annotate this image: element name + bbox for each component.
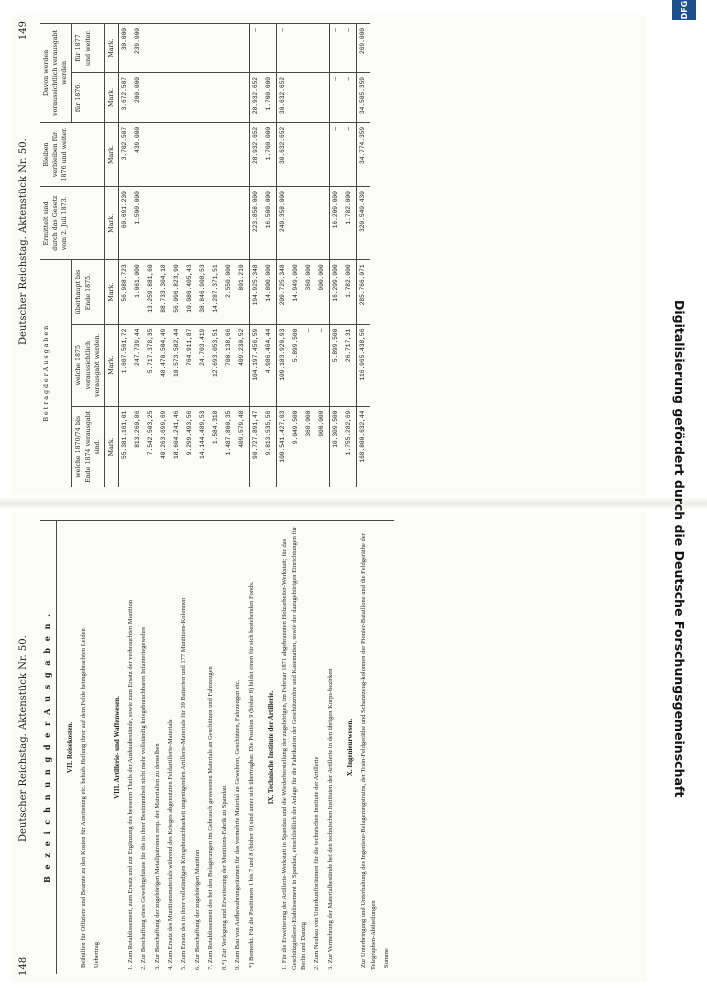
- amount-cell: [210, 122, 223, 186]
- amount-cell: [197, 73, 210, 123]
- col2-header: welche 1875 voraussichtlich verausgabt werden.: [72, 324, 104, 406]
- amount-cell: 320.540.430: [356, 187, 369, 260]
- table-row: [329, 24, 342, 488]
- table-row: [132, 24, 145, 488]
- betrag-header: B e t r a g d e r A u s g a b e n: [40, 260, 72, 487]
- amount-cell: 5.899.500: [290, 324, 303, 406]
- item-text: Zum Ersatz des in ihrer vollständigen Kriegsbrauchbarkeit ungenügenden Artillerie-Materials für 39 Batterien und 177 Munitions-Kolonnen: [180, 597, 188, 964]
- amount-cell: 30.632.652: [276, 122, 289, 186]
- amount-cell: 240.358.000: [276, 187, 289, 260]
- amount-cell: 34.505.359: [356, 73, 369, 123]
- amount-cell: [197, 24, 210, 73]
- list-item: [124, 521, 137, 975]
- amount-cell: 801.210: [236, 260, 249, 324]
- table-row: [223, 24, 236, 488]
- item-text: Zur Vermehrung der Materialbestände bei den technischen Instituten der Artillerie in den übrigen Korps-bezirken: [326, 668, 334, 964]
- list-item: [324, 521, 337, 975]
- amount-cell: 1.500.000: [132, 187, 145, 260]
- amount-cell: 1.607.561,72: [118, 324, 131, 406]
- amount-cell: [290, 73, 303, 123]
- amount-cell: 1.782.000: [343, 260, 356, 324]
- item-number: 7.: [207, 965, 215, 970]
- amount-cell: 28.932.652: [249, 73, 262, 123]
- amount-cell: [223, 187, 236, 260]
- amount-cell: 900.000: [316, 260, 329, 324]
- table-row: [118, 24, 131, 488]
- amount-cell: 360.000: [303, 260, 316, 324]
- amount-cell: [171, 73, 184, 123]
- amount-cell: 439.000: [132, 122, 145, 186]
- amount-cell: —: [329, 73, 342, 123]
- amount-cell: 109.183.920,93: [276, 324, 289, 406]
- left-table: [40, 520, 394, 974]
- item-number: 6.: [193, 965, 201, 970]
- amount-cell: 90.727.891,47: [249, 406, 262, 487]
- amount-cell: 269.000: [356, 24, 369, 73]
- amount-cell: [171, 122, 184, 186]
- amount-cell: —: [303, 324, 316, 406]
- item-text: Uebertrag: [93, 942, 101, 968]
- item-number: 2.: [313, 965, 321, 970]
- amount-cell: [290, 187, 303, 260]
- col6-header: für 1876.: [72, 73, 104, 123]
- left-page-number: 148: [18, 956, 29, 976]
- amount-cell: [184, 73, 197, 123]
- amount-cell: 16.209.000: [329, 187, 342, 260]
- amount-cell: [223, 122, 236, 186]
- amount-cell: [236, 73, 249, 123]
- amount-cell: 48.470.504,49: [158, 324, 171, 406]
- list-item: [151, 521, 164, 975]
- item-number: [248, 968, 255, 970]
- list-item: [380, 521, 393, 975]
- amount-cell: 764.911,87: [184, 324, 197, 406]
- amount-cell: 1.487.800,35: [223, 406, 236, 487]
- amount-cell: 10.309.500: [329, 406, 342, 487]
- item-number: 9.: [234, 965, 242, 970]
- amount-cell: [263, 24, 276, 73]
- amount-cell: 200.000: [132, 73, 145, 123]
- amount-cell: —: [343, 24, 356, 73]
- amount-cell: 13.259.881,60: [145, 260, 158, 324]
- amount-cell: [236, 24, 249, 73]
- table-row: [184, 24, 197, 488]
- amount-cell: 239.000: [132, 24, 145, 73]
- amount-cell: [158, 24, 171, 73]
- list-item: [310, 521, 323, 975]
- list-item: [278, 521, 310, 975]
- dfg-logo: DFG: [672, 0, 696, 20]
- item-number: [383, 968, 390, 970]
- amount-cell: —: [343, 122, 356, 186]
- col7-header: für 1877 und weiter.: [72, 24, 104, 73]
- amount-cell: [184, 187, 197, 260]
- item-text: Zum Ersatz des Munitionsmaterials während des Krieges abgenutzten Feldartillerie-Materials: [166, 719, 174, 964]
- amount-cell: [210, 187, 223, 260]
- unit-label: Mark.: [104, 122, 118, 186]
- amount-cell: [303, 122, 316, 186]
- amount-cell: —: [249, 24, 262, 73]
- amount-cell: [145, 187, 158, 260]
- table-row: [158, 24, 171, 488]
- list-item: [177, 521, 190, 975]
- item-text: Zur Beschaffung der zugehörigen Munition: [193, 849, 201, 964]
- item-text: Beihülfen für Offiziere und Beamte zu den Kosten für Ausrüstung etc. behufs Heilung ihrer auf dem Felde heimgebrachten Leiden: [79, 628, 87, 968]
- item-number: [93, 968, 100, 970]
- table-row: [263, 24, 276, 488]
- item-number: 3.: [326, 965, 334, 970]
- amount-cell: [145, 122, 158, 186]
- amount-cell: 14.949.000: [290, 260, 303, 324]
- item-text: Zur Verlegung und Erweiterung der Munitions-Fabrik zu Spandau: [220, 785, 228, 958]
- item-text: Zum Bau von Aufbewahrungsräumen für das vermehrte Material an Gewehren, Geschützen, Fahrzeugen etc.: [234, 679, 242, 964]
- amount-cell: [316, 24, 329, 73]
- amount-cell: 247.739,44: [132, 324, 145, 406]
- amount-cell: 88.733.304,18: [158, 260, 171, 324]
- list-item: [191, 521, 204, 975]
- table-row: [145, 24, 158, 488]
- right-running-head: Deutscher Reichstag. Aktenstück Nr. 50.: [18, 138, 29, 345]
- amount-cell: [303, 73, 316, 123]
- amount-cell: [223, 24, 236, 73]
- amount-cell: 5.717.378,35: [145, 324, 158, 406]
- amount-cell: [236, 122, 249, 186]
- left-page: [12, 512, 647, 982]
- amount-cell: 9.299.493,56: [184, 406, 197, 487]
- footer-text: Digitalisierung gefördert durch die Deutsche Forschungsgemeinschaft: [672, 300, 688, 798]
- amount-cell: —: [276, 24, 289, 73]
- amount-cell: [184, 24, 197, 73]
- amount-cell: 285.766.071: [356, 260, 369, 324]
- item-text: *) Bemerkt. Für die Positionen 1 bis 7 und 8 (bisher 9) sind unter sich übertragbar. Die Position 9 (bisher 8) bildet einen für sich bestehenden Fonds.: [247, 581, 255, 968]
- amount-cell: 2.550.000: [223, 260, 236, 324]
- amount-cell: [290, 122, 303, 186]
- amount-cell: 813.260,86: [132, 406, 145, 487]
- table-row: [303, 24, 316, 488]
- amount-cell: [197, 187, 210, 260]
- item-number: 4.: [166, 965, 174, 970]
- list-item: [231, 521, 244, 975]
- amount-cell: 9.049.500: [290, 406, 303, 487]
- amount-cell: 194.925.348: [249, 260, 262, 324]
- amount-cell: [184, 122, 197, 186]
- amount-cell: —: [316, 324, 329, 406]
- section-title: VIII. Artillerie- und Waffenwesen.: [104, 521, 124, 975]
- item-text: Summe: [383, 948, 391, 968]
- amount-cell: 10.573.582,44: [171, 324, 184, 406]
- amount-cell: 209.725.348: [276, 260, 289, 324]
- amount-cell: 24.703.419: [197, 324, 210, 406]
- amount-cell: [303, 187, 316, 260]
- list-item: [77, 521, 90, 975]
- amount-cell: 1.700.000: [263, 122, 276, 186]
- amount-cell: 409.230,52: [236, 324, 249, 406]
- amount-cell: [210, 73, 223, 123]
- amount-cell: 168.800.632,44: [356, 406, 369, 487]
- item-number: 3.: [153, 965, 161, 970]
- item-number: [360, 968, 367, 970]
- amount-cell: 10.086.405,43: [184, 260, 197, 324]
- amounts-table: [40, 23, 370, 487]
- amount-cell: —: [329, 24, 342, 73]
- amount-cell: [210, 24, 223, 73]
- amount-cell: 40.263.699,69: [158, 406, 171, 487]
- amount-cell: 14.800.000: [263, 260, 276, 324]
- col5-header: Bleiben verbleiben für 1876 und weiter.: [40, 122, 104, 186]
- col6-group-header: Davon werden voraussichtlich verausgabt werden: [40, 24, 72, 123]
- amount-cell: 14.144.489,53: [197, 406, 210, 487]
- amount-cell: 3.672.507: [118, 73, 131, 123]
- amount-cell: [145, 24, 158, 73]
- list-item: [204, 521, 217, 975]
- table-row: [236, 24, 249, 488]
- amount-cell: 60.691.230: [118, 187, 131, 260]
- page-gutter: [0, 496, 707, 510]
- amount-cell: 116.965.438,56: [356, 324, 369, 406]
- right-page: [12, 15, 647, 495]
- amount-cell: 16.500.000: [263, 187, 276, 260]
- amount-cell: [158, 187, 171, 260]
- item-number: 2.: [140, 965, 148, 970]
- item-text: Zum Neubau von Unterkunftsräumen für die technischen Institute der Artillerie: [313, 756, 321, 964]
- amount-cell: 56.988.723: [118, 260, 131, 324]
- table-row: [197, 24, 210, 488]
- amount-cell: [316, 122, 329, 186]
- amount-cell: 28.932.652: [249, 122, 262, 186]
- amount-cell: 12.693.053,51: [210, 324, 223, 406]
- unit-label: Mark.: [104, 73, 118, 123]
- list-item: [137, 521, 150, 975]
- table-row: [290, 24, 303, 488]
- amount-cell: [158, 73, 171, 123]
- amount-cell: 34.774.359: [356, 122, 369, 186]
- item-text: Für die Erweiterung der Artillerie-Werkstatt in Spandau und die Wiederherstellung der zugehörigen, im Februar 1871 abgebrannten Holzarbeiter-Werkstatt; für das Geschützgießerei-Etablissement in Spandau, einschließlich der Anlage für die Fabrikation der Geschützrohre und Kasematten, sowie der dazugehörigen Einrichtungen für Berlin und Danzig: [281, 526, 307, 970]
- left-running-head: Deutscher Reichstag. Aktenstück Nr. 50.: [18, 635, 29, 842]
- right-page-number: 149: [18, 21, 29, 41]
- section-title: IX. Technische Institute der Artillerie.: [258, 521, 278, 975]
- col4-header: Ermittelt sind durch das Gesetz vom 2. Juli 1873.: [40, 187, 104, 260]
- amount-cell: 360.000: [303, 406, 316, 487]
- amount-cell: —: [343, 73, 356, 123]
- item-number: 1.: [281, 965, 289, 970]
- amount-cell: 26.717,31: [343, 324, 356, 406]
- amount-cell: 409.579,48: [236, 406, 249, 487]
- amount-cell: 14.287.371,51: [210, 260, 223, 324]
- amount-cell: 900.000: [316, 406, 329, 487]
- list-item: [164, 521, 177, 975]
- table-row: [316, 24, 329, 488]
- item-number: [80, 968, 87, 970]
- table-row: [343, 24, 356, 488]
- item-text: Zur Beschaffung der zugehörigen Metallpatronen resp. der Materialien zu denselben: [153, 743, 161, 964]
- amount-cell: [316, 73, 329, 123]
- list-item: [218, 521, 231, 975]
- table-row: [249, 24, 262, 488]
- amount-cell: 18.604.241,46: [171, 406, 184, 487]
- amount-cell: 56.096.823,90: [171, 260, 184, 324]
- amount-cell: 223.858.000: [249, 187, 262, 260]
- amount-cell: [145, 73, 158, 123]
- item-text: Zur Unterbringung und Unterhaltung des Ingenieur-Belagerungstrains, der Train-Feldgeräthe und Schanzzeug-kolonnen der Pionier-Bataillone und die Feldgeräthe der Telegraphen-Abtheilungen: [360, 533, 377, 970]
- table-row: [171, 24, 184, 488]
- list-item: [245, 521, 258, 975]
- amount-cell: [290, 24, 303, 73]
- designation-header: B e z e i c h n u n g d e r A u s g a b e n .: [40, 521, 56, 975]
- table-row: [356, 24, 369, 488]
- amount-cell: [197, 122, 210, 186]
- amount-cell: 1.061.000: [132, 260, 145, 324]
- amount-cell: [171, 187, 184, 260]
- item-text: Zum Retablissement des bei den Belagerungen im Gebrauch gewesenen Materials an Geschützen und Fahrzeugen: [207, 666, 215, 964]
- unit-label: Mark.: [104, 406, 118, 487]
- item-number: 1.: [126, 965, 134, 970]
- amount-cell: [223, 73, 236, 123]
- col3-header: überhaupt bis Ende 1875.: [72, 260, 104, 324]
- amount-cell: —: [329, 122, 342, 186]
- amount-cell: 5.899.500: [329, 324, 342, 406]
- footer-strip: [660, 0, 700, 1000]
- amount-cell: 700.138,66: [223, 324, 236, 406]
- unit-label: Mark.: [104, 187, 118, 260]
- table-row: [210, 24, 223, 488]
- item-text: Zum Retablissement, zum Ersatz und zur Ergänzung des besseren Theils der Ausbaubestände, sowie zum Ersatz der verbrauchten Munition: [126, 600, 134, 964]
- amount-cell: 1.782.000: [343, 187, 356, 260]
- amount-cell: 7.542.503,25: [145, 406, 158, 487]
- amount-cell: 4.986.464,44: [263, 324, 276, 406]
- amount-cell: [171, 24, 184, 73]
- table-row: [276, 24, 289, 488]
- amount-cell: 104.197.456,59: [249, 324, 262, 406]
- list-item: [90, 521, 103, 975]
- amount-cell: 1.700.000: [263, 73, 276, 123]
- list-item: [357, 521, 380, 975]
- section-title: VII. Reisekosten.: [56, 521, 77, 975]
- amount-cell: 9.813.535,56: [263, 406, 276, 487]
- amount-cell: [303, 24, 316, 73]
- amount-cell: 30.632.652: [276, 73, 289, 123]
- item-number: 8.*): [220, 959, 228, 970]
- unit-label: Mark.: [104, 24, 118, 73]
- amount-cell: 100.541.427,03: [276, 406, 289, 487]
- unit-label: Mark.: [104, 260, 118, 324]
- amount-cell: 3.702.507: [118, 122, 131, 186]
- col1-header: welche 1870/74 bis Ende 1874 verausgabt sind.: [72, 406, 104, 487]
- amount-cell: 38.846.908,53: [197, 260, 210, 324]
- amount-cell: 16.209.000: [329, 260, 342, 324]
- unit-label: Mark.: [104, 324, 118, 406]
- section-title: X. Ingenieurwesen.: [337, 521, 357, 975]
- item-number: 5.: [180, 965, 188, 970]
- item-text: Zur Beschaffung eines Gewehrgehäuse für die in ihrer Bestimmtheit nicht mehr vollständig kriegsbrauchbaren Infanteriegewehre: [140, 626, 148, 964]
- amount-cell: 55.381.161,01: [118, 406, 131, 487]
- amount-cell: 1.584.318: [210, 406, 223, 487]
- amount-cell: 30.000: [118, 24, 131, 73]
- amount-cell: [236, 187, 249, 260]
- amount-cell: [316, 187, 329, 260]
- amount-cell: 1.755.282,69: [343, 406, 356, 487]
- amount-cell: [158, 122, 171, 186]
